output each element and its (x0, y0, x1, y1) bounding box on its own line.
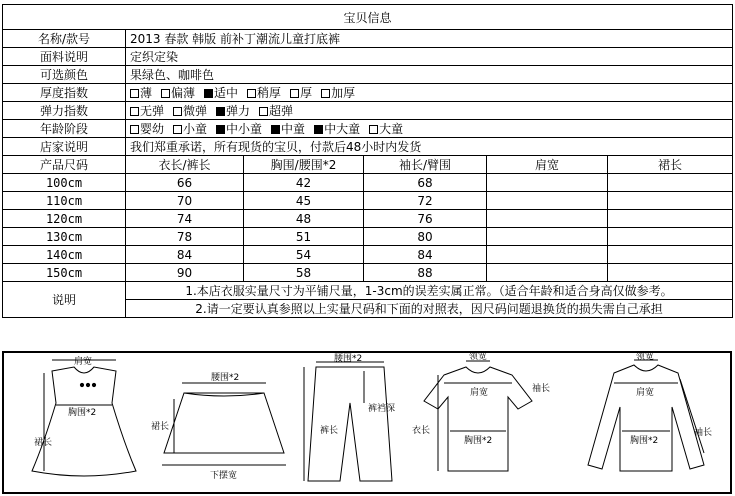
dress-label-chest: 胸围*2 (68, 408, 97, 418)
option-row (3, 102, 733, 120)
option-label: 偏薄 (171, 86, 196, 100)
size-value-cell: 48 (244, 210, 364, 228)
size-value-cell: 88 (364, 264, 487, 282)
tshirt-label-shoulder: 肩宽 (470, 388, 489, 398)
skirt-label-waist: 腰围*2 (211, 373, 240, 383)
checkbox-option (369, 120, 403, 137)
note-line: 1.本店衣服实量尺寸为平铺尺量，1-3cm的误差实属正常。（适合年龄和适合身高仅做参考。 (126, 282, 733, 300)
skirt-figure (162, 383, 286, 465)
notes-label: 说明 (3, 282, 126, 318)
option-row (3, 84, 733, 102)
size-label-cell: 120cm (3, 210, 126, 228)
info-row (3, 66, 733, 84)
tshirt-figure (424, 361, 532, 471)
shop-note-row (3, 138, 733, 156)
tshirt-label-neck: 领宽 (469, 353, 488, 362)
size-value-cell: 84 (126, 246, 244, 264)
note-row (3, 282, 733, 300)
size-label-cell: 110cm (3, 192, 126, 210)
longsleeve-label-sleeve: 袖长 (694, 428, 713, 438)
option-label: 弹力 (226, 104, 251, 118)
row-label: 年龄阶段 (3, 120, 126, 138)
option-label: 无弹 (140, 104, 165, 118)
size-value-cell: 51 (244, 228, 364, 246)
size-value-cell: 54 (244, 246, 364, 264)
tshirt-label-chest: 胸围*2 (464, 436, 493, 446)
info-row (3, 30, 733, 48)
checkbox-option (161, 84, 195, 101)
option-label: 中大童 (324, 122, 361, 136)
size-value-cell (608, 264, 733, 282)
checkbox-option (216, 102, 250, 119)
info-row (3, 48, 733, 66)
size-row (3, 228, 733, 246)
size-value-cell (487, 174, 608, 192)
checked-box-icon (204, 89, 213, 98)
checkbox-option (173, 120, 207, 137)
row-label: 名称/款号 (3, 30, 126, 48)
option-group (126, 84, 733, 102)
checkbox-option (321, 84, 355, 101)
checkbox-option (130, 120, 164, 137)
sheet-title: 宝贝信息 (3, 5, 733, 30)
option-group (126, 120, 733, 138)
size-value-cell: 72 (364, 192, 487, 210)
skirt-label-hem: 下摆宽 (210, 471, 238, 481)
option-label: 小童 (183, 122, 208, 136)
checkbox-option (130, 84, 152, 101)
size-value-cell: 80 (364, 228, 487, 246)
size-value-cell: 76 (364, 210, 487, 228)
size-value-cell (487, 246, 608, 264)
checkbox-option (314, 120, 360, 137)
note-line: 2.请一定要认真参照以上实量尺码和下面的对照表，因尺码问题退换货的损失需自己承担 (126, 300, 733, 318)
unchecked-box-icon (173, 125, 182, 134)
size-label-cell: 150cm (3, 264, 126, 282)
longsleeve-label-shoulder: 肩宽 (636, 388, 655, 398)
size-header-cell: 袖长/臂围 (364, 156, 487, 174)
size-value-cell: 78 (126, 228, 244, 246)
row-label: 面料说明 (3, 48, 126, 66)
row-label: 店家说明 (3, 138, 126, 156)
row-value: 果绿色、咖啡色 (126, 66, 733, 84)
size-value-cell (608, 174, 733, 192)
option-label: 薄 (140, 86, 153, 100)
size-header-cell: 裙长 (608, 156, 733, 174)
checkbox-option (204, 84, 238, 101)
size-value-cell (608, 192, 733, 210)
size-value-cell: 58 (244, 264, 364, 282)
size-label-cell: 100cm (3, 174, 126, 192)
pants-figure (304, 362, 392, 481)
option-label: 加厚 (331, 86, 356, 100)
row-label: 厚度指数 (3, 84, 126, 102)
option-label: 中小童 (226, 122, 263, 136)
size-header-row (3, 156, 733, 174)
size-value-cell (487, 228, 608, 246)
size-row (3, 210, 733, 228)
size-row (3, 174, 733, 192)
size-header-cell: 肩宽 (487, 156, 608, 174)
option-label: 微弹 (183, 104, 208, 118)
product-info-sheet (2, 4, 732, 318)
size-row (3, 246, 733, 264)
tshirt-label-sleeve: 袖长 (532, 384, 551, 394)
checkbox-option (271, 120, 305, 137)
size-value-cell (608, 228, 733, 246)
size-value-cell: 42 (244, 174, 364, 192)
size-value-cell: 84 (364, 246, 487, 264)
checked-box-icon (314, 125, 323, 134)
size-value-cell (608, 210, 733, 228)
checkbox-option (259, 102, 293, 119)
size-value-cell: 70 (126, 192, 244, 210)
skirt-label-length: 裙长 (151, 422, 170, 432)
unchecked-box-icon (247, 89, 256, 98)
unchecked-box-icon (130, 125, 139, 134)
option-label: 中童 (281, 122, 306, 136)
unchecked-box-icon (173, 107, 182, 116)
unchecked-box-icon (161, 89, 170, 98)
checkbox-option (130, 102, 164, 119)
row-value: 我们郑重承诺，所有现货的宝贝，付款后48小时内发货 (126, 138, 733, 156)
longsleeve-figure (588, 360, 704, 471)
pants-label-waist: 腰围*2 (334, 354, 363, 364)
option-label: 大童 (379, 122, 404, 136)
unchecked-box-icon (130, 107, 139, 116)
longsleeve-label-chest: 胸围*2 (630, 436, 659, 446)
row-value: 2013 春款 韩版 前补丁潮流儿童打底裤 (126, 30, 733, 48)
pants-label-rise: 裤裆深 (368, 404, 396, 414)
size-value-cell: 74 (126, 210, 244, 228)
unchecked-box-icon (369, 125, 378, 134)
size-value-cell (487, 210, 608, 228)
unchecked-box-icon (290, 89, 299, 98)
unchecked-box-icon (130, 89, 139, 98)
size-value-cell (487, 192, 608, 210)
checkbox-option (247, 84, 281, 101)
option-label: 婴幼 (140, 122, 165, 136)
tshirt-label-length: 衣长 (412, 426, 431, 436)
dress-figure (32, 360, 136, 476)
product-info-table (2, 4, 733, 318)
measurement-diagram (2, 351, 732, 494)
size-header-cell: 衣长/裤长 (126, 156, 244, 174)
row-value: 定织定染 (126, 48, 733, 66)
dress-label-length: 裙长 (34, 438, 53, 448)
checkbox-option (216, 120, 262, 137)
checked-box-icon (216, 107, 225, 116)
checked-box-icon (271, 125, 280, 134)
checkbox-option (173, 102, 207, 119)
size-label-cell: 140cm (3, 246, 126, 264)
option-row (3, 120, 733, 138)
size-value-cell: 90 (126, 264, 244, 282)
row-label: 可选颜色 (3, 66, 126, 84)
size-value-cell: 45 (244, 192, 364, 210)
pants-label-length: 裤长 (320, 426, 339, 436)
option-label: 稍厚 (257, 86, 282, 100)
option-label: 超弹 (269, 104, 294, 118)
size-label-cell: 130cm (3, 228, 126, 246)
row-label: 弹力指数 (3, 102, 126, 120)
measurement-diagram-svg (4, 353, 730, 492)
size-value-cell: 68 (364, 174, 487, 192)
size-row (3, 192, 733, 210)
checkbox-option (290, 84, 312, 101)
option-label: 厚 (300, 86, 313, 100)
option-group (126, 102, 733, 120)
size-header-cell: 产品尺码 (3, 156, 126, 174)
longsleeve-label-neck: 领宽 (636, 353, 655, 362)
size-value-cell: 66 (126, 174, 244, 192)
unchecked-box-icon (259, 107, 268, 116)
dress-label-shoulder: 肩宽 (74, 357, 93, 367)
size-header-cell: 胸围/腰围*2 (244, 156, 364, 174)
size-value-cell (487, 264, 608, 282)
size-value-cell (608, 246, 733, 264)
checked-box-icon (216, 125, 225, 134)
unchecked-box-icon (321, 89, 330, 98)
size-row (3, 264, 733, 282)
option-label: 适中 (214, 86, 239, 100)
